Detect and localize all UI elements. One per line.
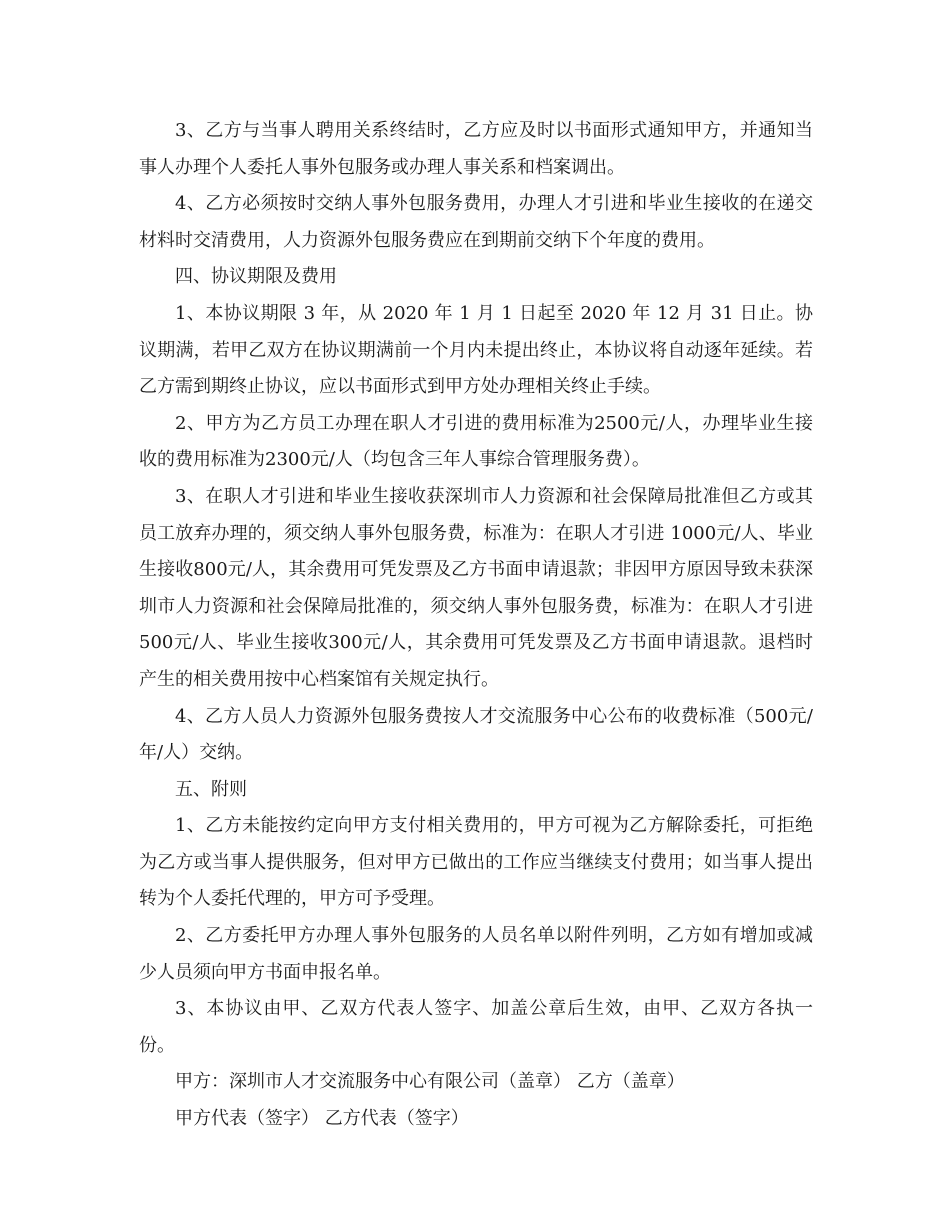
clause-1-agreement-term: 1、本协议期限 3 年，从 2020 年 1 月 1 日起至 2020 年 12 月 31 日止。协议期满，若甲乙双方在协议期满前一个月内未提出终止，本协议将自动逐年延续。若乙方需到期终止协议，应以书面形式到甲方处办理相关终止手续。 [139, 302, 813, 398]
clause-3-refund-rules: 3、在职人才引进和毕业生接收获深圳市人力资源和社会保障局批准但乙方或其员工放弃办理的，须交纳人事外包服务费，标准为：在职人才引进 1000元/人、毕业生接收800元/人，其余费用可凭发票及乙方书面申请退款；非因甲方原因导致未获深圳市人力资源和社会保障局批准的，须交纳人事外包服务费，标准为：在职人才引进500元/人、毕业生接收300元/人，其余费用可凭发票及乙方书面申请退款。退档时产生的相关费用按中心档案馆有关规定执行。 [139, 485, 813, 690]
clause-4-fee-payment: 4、乙方必须按时交纳人事外包服务费用，办理人才引进和毕业生接收的在递交材料时交清费用，人力资源外包服务费应在到期前交纳下个年度的费用。 [139, 193, 813, 251]
section-heading-supplementary: 五、附则 [175, 778, 247, 800]
clause-4-outsourcing-fee: 4、乙方人员人力资源外包服务费按人才交流服务中心公布的收费标准（500元/年/人）交纳。 [139, 705, 813, 764]
clause-2-fee-standard: 2、甲方为乙方员工办理在职人才引进的费用标准为2500元/人，办理毕业生接收的费用标准为2300元/人（均包含三年人事综合管理服务费）。 [139, 412, 813, 471]
signature-line-representatives: 甲方代表（签字） 乙方代表（签字） [175, 1108, 469, 1130]
clause-3-effectiveness: 3、本协议由甲、乙双方代表人签字、加盖公章后生效，由甲、乙双方各执一份。 [139, 998, 813, 1056]
document-page [139, 113, 813, 1138]
clause-1-nonpayment: 1、乙方未能按约定向甲方支付相关费用的，甲方可视为乙方解除委托，可拒绝为乙方或当事人提供服务，但对甲方已做出的工作应当继续支付费用；如当事人提出转为个人委托代理的，甲方可予受理。 [139, 815, 813, 910]
clause-2-personnel-list: 2、乙方委托甲方办理人事外包服务的人员名单以附件列明，乙方如有增加或减少人员须向甲方书面申报名单。 [139, 925, 813, 983]
clause-3-termination-notice: 3、乙方与当事人聘用关系终结时，乙方应及时以书面形式通知甲方，并通知当事人办理个人委托人事外包服务或办理人事关系和档案调出。 [139, 120, 813, 178]
signature-line-seals: 甲方：深圳市人才交流服务中心有限公司（盖章） 乙方（盖章） [175, 1071, 685, 1093]
section-heading-term-and-fees: 四、协议期限及费用 [175, 266, 337, 288]
